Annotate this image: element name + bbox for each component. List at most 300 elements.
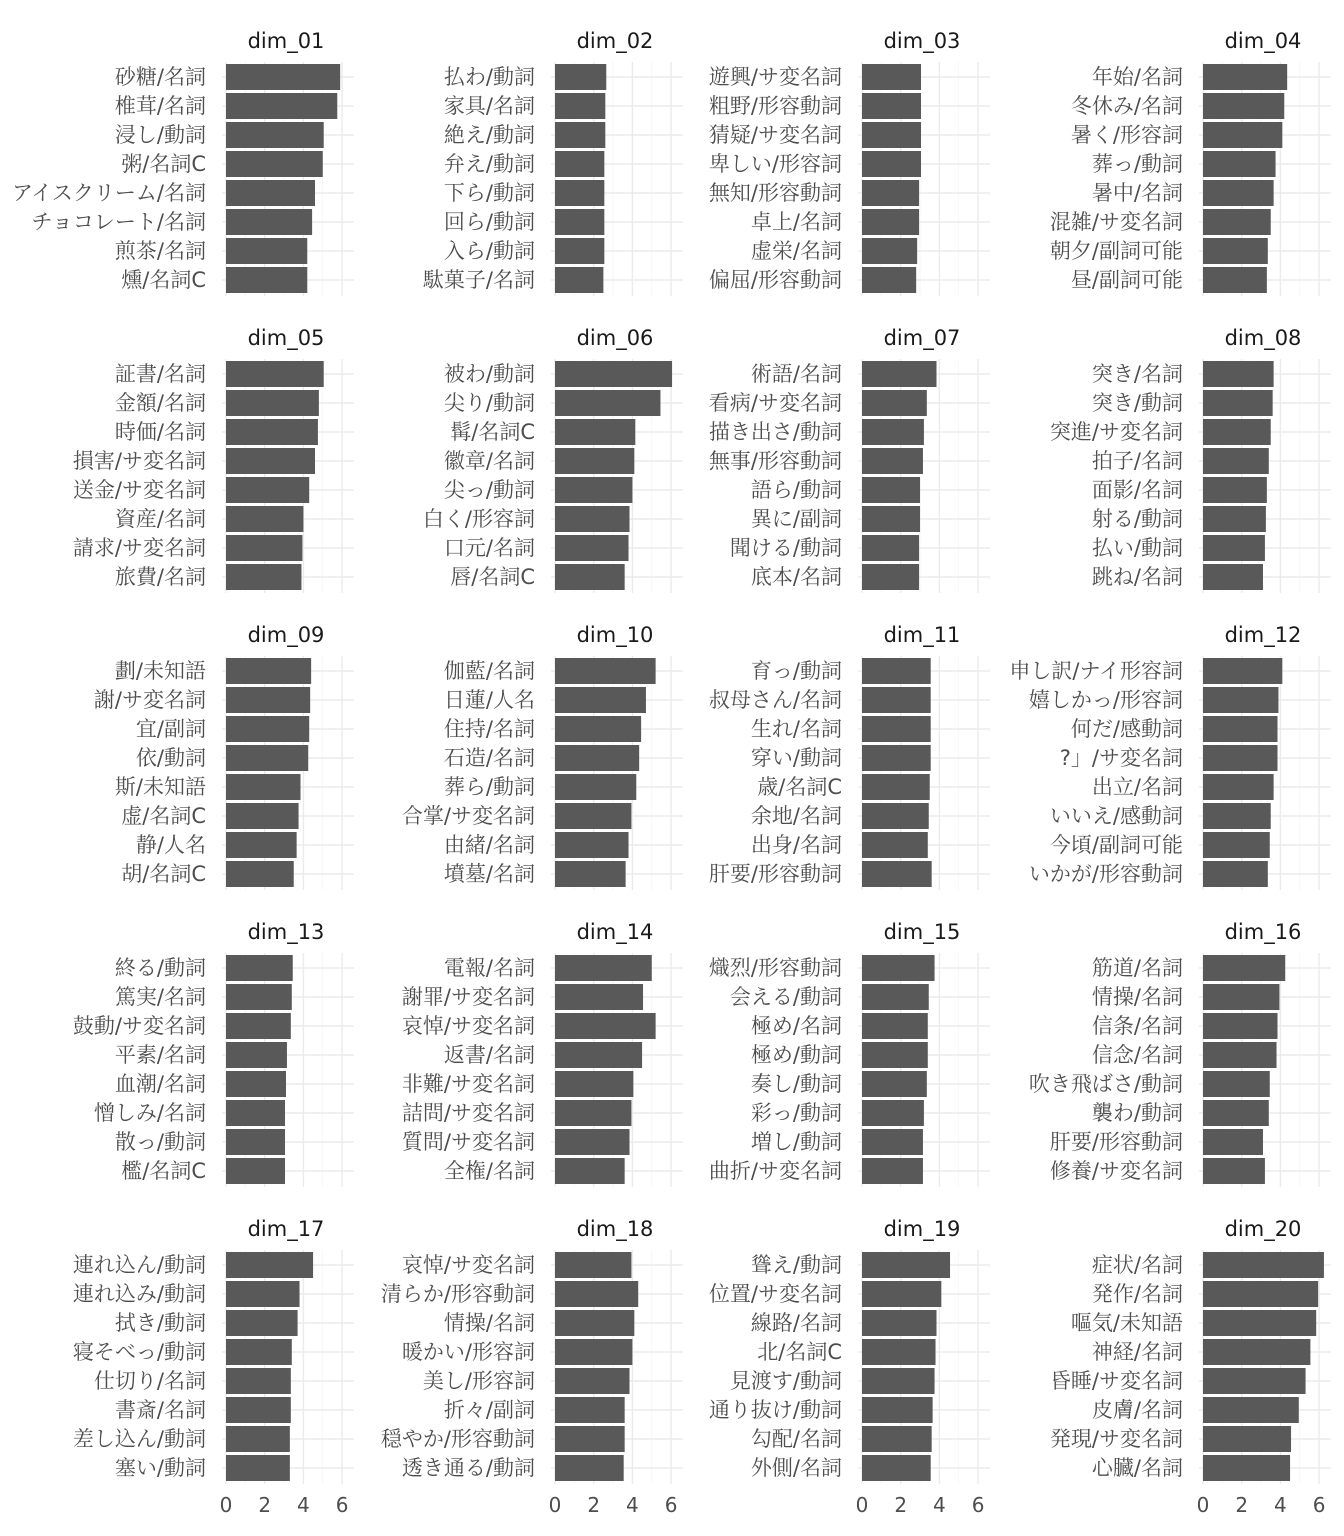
bar (862, 448, 923, 474)
bar (1203, 1339, 1310, 1365)
bar (1203, 1100, 1269, 1126)
bar (226, 687, 310, 713)
category-label: 虚栄/名詞 (750, 239, 842, 263)
category-label: 謝罪/サ変名詞 (401, 985, 535, 1009)
category-label: 回ら/動詞 (443, 210, 535, 234)
category-label: 吹き飛ばさ/動詞 (1028, 1072, 1183, 1096)
facet-panel-dim_08 (1050, 326, 1331, 593)
category-label: 奏し/動詞 (750, 1072, 842, 1096)
bar (226, 1455, 290, 1481)
category-label: ?」/サ変名詞 (1059, 746, 1183, 770)
bar (555, 448, 634, 474)
category-label: 非難/サ変名詞 (401, 1072, 535, 1096)
category-label: 信条/名詞 (1091, 1014, 1183, 1038)
category-label: 時価/名詞 (114, 420, 206, 444)
bar (226, 448, 315, 474)
category-label: 仕切り/名詞 (93, 1369, 206, 1393)
x-tick-label: 0 (1196, 1493, 1210, 1517)
bar (226, 1013, 291, 1039)
bar (862, 984, 929, 1010)
category-label: 全権/名詞 (443, 1159, 535, 1183)
panel-title: dim_20 (1224, 1217, 1302, 1241)
category-label: 何だ/感動詞 (1070, 717, 1183, 741)
bar (226, 1100, 285, 1126)
x-tick-label: 6 (1312, 1493, 1326, 1517)
bar (862, 1281, 941, 1307)
category-label: 詰問/サ変名詞 (401, 1101, 535, 1125)
category-label: 会える/動詞 (729, 985, 842, 1009)
facet-panel-dim_14 (402, 920, 683, 1187)
bar (1203, 1042, 1277, 1068)
category-label: 篤実/名詞 (114, 985, 206, 1009)
bar (555, 1042, 642, 1068)
category-label: 血潮/名詞 (114, 1072, 206, 1096)
category-label: 聳え/動詞 (750, 1253, 842, 1277)
bar (226, 151, 323, 177)
category-label: 葬ら/動詞 (443, 775, 535, 799)
facet-panel-dim_05 (73, 326, 354, 593)
category-label: 葬っ/動詞 (1091, 152, 1183, 176)
category-label: 皮膚/名詞 (1091, 1398, 1183, 1422)
category-label: 突き/動詞 (1091, 391, 1183, 415)
bar (555, 1158, 625, 1184)
category-label: 憎しみ/名詞 (93, 1101, 206, 1125)
bar (226, 238, 307, 264)
category-label: 砂糖/名詞 (114, 65, 206, 89)
bar (555, 1100, 631, 1126)
category-label: 椎茸/名詞 (114, 94, 206, 118)
bar (226, 1397, 291, 1423)
x-tick-label: 2 (894, 1493, 908, 1517)
category-label: 位置/サ変名詞 (708, 1282, 842, 1306)
bar (862, 1339, 936, 1365)
bar (1203, 1368, 1306, 1394)
category-label: 肝要/形容動詞 (708, 862, 842, 886)
category-label: 浸し/動詞 (114, 123, 206, 147)
bar (555, 180, 604, 206)
panel-title: dim_08 (1224, 326, 1302, 350)
bar (862, 1252, 950, 1278)
bar (1203, 716, 1277, 742)
category-label: 弁え/動詞 (443, 152, 535, 176)
bar (1203, 774, 1274, 800)
category-label: 通り抜け/動詞 (708, 1398, 842, 1422)
facet-panel-dim_04 (1050, 29, 1331, 296)
bar (1203, 209, 1271, 235)
category-label: 熾烈/形容動詞 (708, 956, 842, 980)
panel-title: dim_07 (883, 326, 961, 350)
bar (226, 1158, 285, 1184)
category-label: 粗野/形容動詞 (708, 94, 842, 118)
bar (862, 1310, 936, 1336)
bar (226, 419, 318, 445)
category-label: 唇/名詞C (450, 565, 535, 589)
category-label: 暑く/形容詞 (1070, 123, 1183, 147)
category-label: 請求/サ変名詞 (72, 536, 206, 560)
category-label: 出身/名詞 (750, 833, 842, 857)
bar (226, 658, 311, 684)
category-label: 偏屈/形容動詞 (708, 268, 842, 292)
facet-panel-dim_11 (709, 623, 990, 890)
facet-panel-dim_18 (381, 1217, 683, 1517)
x-tick-label: 4 (933, 1493, 946, 1517)
category-label: 清らか/形容動詞 (380, 1282, 535, 1306)
category-label: 折々/副詞 (443, 1398, 535, 1422)
bar (226, 745, 308, 771)
category-label: 劃/未知語 (114, 659, 206, 683)
category-label: いかが/形容動詞 (1028, 862, 1183, 886)
facet-panel-dim_07 (709, 326, 990, 593)
category-label: 拍子/名詞 (1091, 449, 1183, 473)
bar (1203, 238, 1268, 264)
category-label: 謝/サ変名詞 (93, 688, 206, 712)
bar (555, 1310, 634, 1336)
category-label: 卑しい/形容詞 (708, 152, 842, 176)
panel-title: dim_12 (1224, 623, 1302, 647)
bar (862, 1013, 928, 1039)
bar (555, 1426, 625, 1452)
category-label: 穏やか/形容動詞 (380, 1427, 535, 1451)
bar (1203, 1426, 1291, 1452)
category-label: 申し訳/ナイ形容詞 (1009, 659, 1183, 683)
panel-title: dim_05 (247, 326, 325, 350)
category-label: 連れ込み/動詞 (72, 1282, 206, 1306)
bar (555, 151, 604, 177)
bar (862, 1455, 931, 1481)
category-label: 金額/名詞 (114, 391, 206, 415)
bar (1203, 564, 1263, 590)
panel-title: dim_06 (576, 326, 654, 350)
category-label: 北/名詞C (757, 1340, 842, 1364)
category-label: 由緒/名詞 (443, 833, 535, 857)
category-label: 髯/名詞C (450, 420, 535, 444)
category-label: 症状/名詞 (1091, 1253, 1183, 1277)
bar (1203, 1310, 1316, 1336)
category-label: 勾配/名詞 (750, 1427, 842, 1451)
category-label: 育っ/動詞 (750, 659, 842, 683)
panel-title: dim_16 (1224, 920, 1302, 944)
category-label: 終る/動詞 (114, 956, 206, 980)
category-label: 突き/名詞 (1091, 362, 1183, 386)
bar (226, 64, 340, 90)
category-label: 線路/名詞 (750, 1311, 842, 1335)
facet-panel-dim_19 (709, 1217, 990, 1517)
bar (226, 390, 319, 416)
category-label: 斯/未知語 (114, 775, 206, 799)
bar (555, 861, 626, 887)
category-label: 卓上/名詞 (750, 210, 842, 234)
bar (1203, 658, 1282, 684)
category-label: 電報/名詞 (443, 956, 535, 980)
bar (555, 209, 604, 235)
bar (862, 774, 930, 800)
panel-title: dim_11 (883, 623, 961, 647)
bar (862, 716, 931, 742)
category-label: 粥/名詞C (121, 152, 206, 176)
category-label: 口元/名詞 (443, 536, 535, 560)
category-label: 払い/動詞 (1091, 536, 1183, 560)
category-label: 昏睡/サ変名詞 (1049, 1369, 1183, 1393)
panel-title: dim_18 (576, 1217, 654, 1241)
facet-panel-dim_10 (402, 623, 683, 890)
category-label: 増し/動詞 (750, 1130, 842, 1154)
category-label: 檻/名詞C (121, 1159, 206, 1183)
bar (226, 267, 307, 293)
bar (555, 93, 605, 119)
bar (226, 122, 324, 148)
bar (226, 93, 337, 119)
bar (555, 955, 652, 981)
panel-title: dim_04 (1224, 29, 1302, 53)
category-label: 心臓/名詞 (1091, 1456, 1183, 1480)
panel-title: dim_09 (247, 623, 325, 647)
bar (1203, 1397, 1299, 1423)
category-label: 寝そべっ/動詞 (72, 1340, 206, 1364)
category-label: 見渡す/動詞 (729, 1369, 842, 1393)
bar (1203, 122, 1282, 148)
category-label: 払わ/動詞 (443, 65, 535, 89)
bar (1203, 984, 1279, 1010)
category-label: 嘔気/未知語 (1070, 1311, 1183, 1335)
category-label: 異に/副詞 (750, 507, 842, 531)
bar (1203, 448, 1269, 474)
facet-panel-dim_13 (73, 920, 354, 1187)
bar (862, 180, 919, 206)
bar (226, 803, 299, 829)
bar (226, 984, 292, 1010)
category-label: 射る/動詞 (1091, 507, 1183, 531)
category-label: 冬休み/名詞 (1070, 94, 1183, 118)
category-label: 穿い/動詞 (750, 746, 842, 770)
bar (1203, 535, 1265, 561)
bar (862, 93, 921, 119)
x-tick-label: 4 (1274, 1493, 1287, 1517)
category-label: 余地/名詞 (750, 804, 842, 828)
bar (555, 419, 635, 445)
bar (555, 535, 629, 561)
category-label: 連れ込ん/動詞 (72, 1253, 206, 1277)
bar (1203, 64, 1287, 90)
category-label: 燻/名詞C (121, 268, 206, 292)
bar (1203, 93, 1284, 119)
bar (555, 1397, 625, 1423)
bar (226, 774, 300, 800)
bar (555, 803, 631, 829)
category-label: 情操/名詞 (443, 1311, 535, 1335)
category-label: 年始/名詞 (1091, 65, 1183, 89)
category-label: 散っ/動詞 (114, 1130, 206, 1154)
bar (1203, 180, 1274, 206)
bar (555, 687, 646, 713)
bar (226, 209, 312, 235)
category-label: 合掌/サ変名詞 (401, 804, 535, 828)
category-label: 損害/サ変名詞 (72, 449, 206, 473)
category-label: 差し込ん/動詞 (72, 1427, 206, 1451)
bar (1203, 745, 1277, 771)
facet-panel-dim_09 (94, 623, 354, 890)
facet-panel-dim_01 (12, 29, 354, 296)
bar (555, 774, 636, 800)
facet-panel-dim_12 (1009, 623, 1331, 890)
facet-panel-dim_17 (73, 1217, 354, 1517)
bar (862, 745, 931, 771)
bar (555, 477, 632, 503)
bar (862, 1426, 932, 1452)
category-label: 筋道/名詞 (1091, 956, 1183, 980)
bar (1203, 832, 1270, 858)
panel-title: dim_13 (247, 920, 325, 944)
facet-panel-dim_16 (1029, 920, 1331, 1187)
x-tick-label: 4 (626, 1493, 639, 1517)
category-label: 発現/サ変名詞 (1049, 1427, 1183, 1451)
category-label: 日蓮/人名 (443, 688, 535, 712)
category-label: 墳墓/名詞 (443, 862, 535, 886)
bar (555, 1129, 629, 1155)
bar (1203, 1071, 1270, 1097)
category-label: 入ら/動詞 (443, 239, 535, 263)
bar (226, 832, 297, 858)
bar (555, 1013, 656, 1039)
category-label: 依/動詞 (135, 746, 206, 770)
bar (862, 419, 924, 445)
category-label: 語ら/動詞 (750, 478, 842, 502)
bar (862, 832, 928, 858)
category-label: 修養/サ変名詞 (1049, 1159, 1183, 1183)
bar (862, 1129, 923, 1155)
bar (555, 832, 629, 858)
panel-title: dim_10 (576, 623, 654, 647)
category-label: 混雑/サ変名詞 (1049, 210, 1183, 234)
bar (226, 1281, 300, 1307)
bar (862, 477, 920, 503)
bar (555, 390, 660, 416)
bar (555, 1455, 624, 1481)
bar (1203, 151, 1276, 177)
bar (862, 361, 936, 387)
facet-panel-dim_02 (422, 29, 683, 296)
bar (1203, 506, 1266, 532)
bar (226, 716, 309, 742)
x-tick-label: 4 (297, 1493, 310, 1517)
category-label: 胡/名詞C (121, 862, 206, 886)
category-label: 平素/名詞 (114, 1043, 206, 1067)
x-tick-label: 6 (335, 1493, 349, 1517)
category-label: 突進/サ変名詞 (1049, 420, 1183, 444)
panel-title: dim_19 (883, 1217, 961, 1241)
category-label: 叔母さん/名詞 (708, 688, 842, 712)
category-label: 面影/名詞 (1091, 478, 1183, 502)
category-label: 旅費/名詞 (114, 565, 206, 589)
bar (226, 477, 309, 503)
category-label: 石造/名詞 (443, 746, 535, 770)
category-label: 絶え/動詞 (443, 123, 535, 147)
bar (862, 1100, 924, 1126)
bar (862, 955, 935, 981)
x-tick-label: 6 (664, 1493, 678, 1517)
panel-title: dim_14 (576, 920, 654, 944)
facet-panel-dim_06 (423, 326, 683, 593)
category-label: 昼/副詞可能 (1070, 268, 1183, 292)
bar (226, 861, 294, 887)
bar (226, 1071, 286, 1097)
category-label: 書斎/名詞 (114, 1398, 206, 1422)
bar (1203, 1158, 1265, 1184)
panel-title: dim_02 (576, 29, 654, 53)
bar (555, 564, 625, 590)
bar (226, 1252, 313, 1278)
category-label: チョコレート/名詞 (31, 210, 206, 234)
bar (862, 1158, 923, 1184)
bar (555, 238, 604, 264)
category-label: 宜/副詞 (135, 717, 206, 741)
category-label: 極め/名詞 (750, 1014, 842, 1038)
bar (555, 984, 643, 1010)
category-label: 送金/サ変名詞 (72, 478, 206, 502)
bar (226, 564, 301, 590)
bar (555, 1368, 629, 1394)
bar (555, 64, 606, 90)
bar (555, 1281, 638, 1307)
bar (1203, 1129, 1263, 1155)
category-label: 哀悼/サ変名詞 (401, 1014, 535, 1038)
bar (1203, 1013, 1277, 1039)
bar (862, 122, 921, 148)
category-label: 術語/名詞 (750, 362, 842, 386)
bar (1203, 1455, 1290, 1481)
category-label: 曲折/サ変名詞 (708, 1159, 842, 1183)
bar (226, 1368, 291, 1394)
category-label: 鼓動/サ変名詞 (72, 1014, 206, 1038)
category-label: 被わ/動詞 (443, 362, 535, 386)
category-label: 暑中/名詞 (1091, 181, 1183, 205)
category-label: 彩っ/動詞 (750, 1101, 842, 1125)
bar (1203, 390, 1273, 416)
category-label: 無事/形容動詞 (708, 449, 842, 473)
bar (226, 361, 324, 387)
category-label: 静/人名 (135, 833, 206, 857)
category-label: 生れ/名詞 (750, 717, 842, 741)
category-label: 塞い/動詞 (114, 1456, 206, 1480)
bar (862, 151, 921, 177)
category-label: 虚/名詞C (121, 804, 206, 828)
bar (226, 1339, 292, 1365)
bar (862, 564, 919, 590)
bar (862, 390, 927, 416)
bar (862, 1397, 933, 1423)
category-label: 跳ね/名詞 (1091, 565, 1183, 589)
category-label: 証書/名詞 (114, 362, 206, 386)
x-tick-label: 2 (587, 1493, 601, 1517)
category-label: 今頃/副詞可能 (1049, 833, 1183, 857)
bar (226, 506, 303, 532)
bar (862, 1071, 927, 1097)
bar (862, 238, 917, 264)
bar (226, 955, 293, 981)
bar (862, 687, 931, 713)
category-label: 無知/形容動詞 (708, 181, 842, 205)
category-label: 資産/名詞 (114, 507, 206, 531)
bar (862, 267, 916, 293)
category-label: 情操/名詞 (1091, 985, 1183, 1009)
bar (1203, 861, 1268, 887)
bar (226, 1129, 285, 1155)
category-label: 底本/名詞 (750, 565, 842, 589)
category-label: 遊興/サ変名詞 (708, 65, 842, 89)
bar (555, 745, 639, 771)
category-label: 家具/名詞 (443, 94, 535, 118)
category-label: 嬉しかっ/形容詞 (1028, 688, 1183, 712)
category-label: 聞ける/動詞 (729, 536, 842, 560)
